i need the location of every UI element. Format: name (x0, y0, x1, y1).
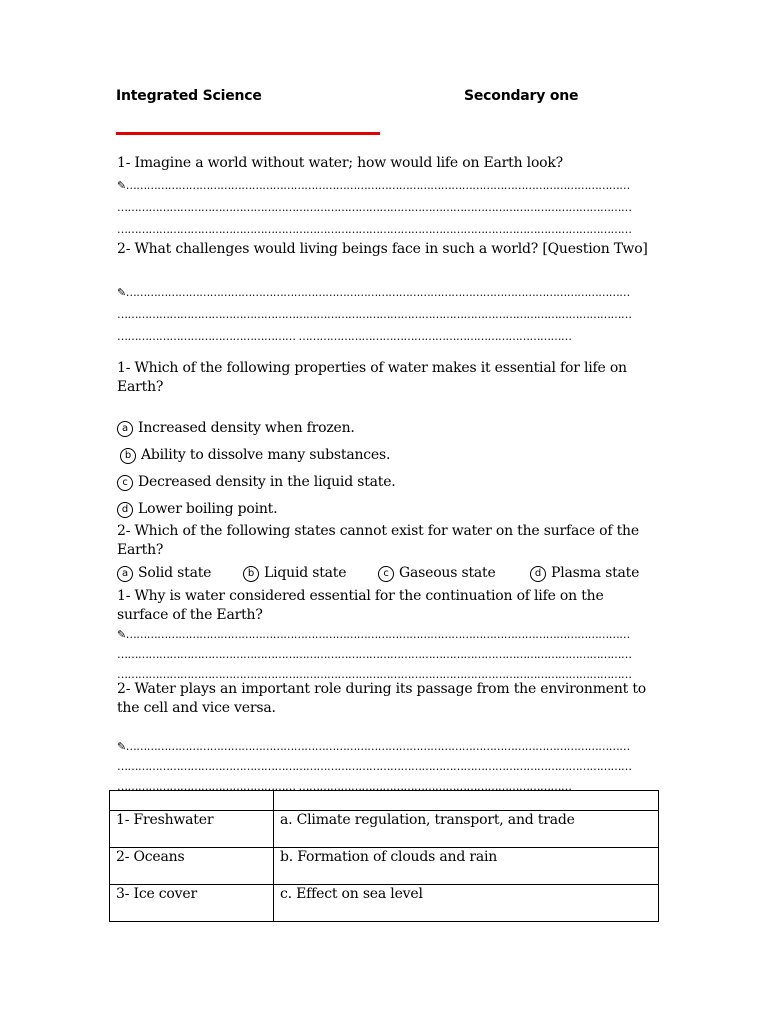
option-text: Decreased density in the liquid state. (138, 474, 396, 490)
red-divider (116, 132, 380, 135)
table-cell-left: 1- Freshwater (110, 811, 274, 848)
table-cell-right: c. Effect on sea level (274, 885, 659, 922)
table-cell-right: b. Formation of clouds and rain (274, 848, 659, 885)
option-letter-circle: a (117, 566, 133, 582)
option-b[interactable] (120, 446, 390, 465)
answer-line[interactable]: ………………………………………………………………………………………………………………………………… (117, 760, 632, 773)
matching-table (109, 790, 659, 922)
table-header-row (110, 791, 659, 811)
answer-line[interactable]: ………………………………………………………………………………………………………………………………… (117, 201, 632, 214)
option-c[interactable] (378, 564, 496, 583)
table-cell-left: 3- Ice cover (110, 885, 274, 922)
option-text: Lower boiling point. (138, 501, 278, 517)
table-header-cell (110, 791, 274, 811)
option-text: Increased density when frozen. (138, 420, 355, 436)
answer-line[interactable]: ………………………………………………………………………………………………………………………………… (117, 223, 632, 236)
answer-line[interactable]: …………………………………………… …………………………………………………………………… (117, 330, 572, 343)
option-a[interactable] (117, 419, 355, 438)
table-row (110, 811, 659, 848)
option-letter-circle: a (117, 421, 133, 437)
option-text: Plasma state (551, 565, 640, 581)
pencil-icon: ✎ (117, 286, 126, 299)
option-text: Liquid state (264, 565, 347, 581)
s2-question-2: 2- Which of the following states cannot exist for water on the surface of the Earth? (117, 523, 639, 558)
pencil-icon: ✎ (117, 628, 126, 641)
option-letter-circle: c (378, 566, 394, 582)
option-d[interactable] (530, 564, 639, 583)
option-letter-circle: d (117, 502, 133, 518)
s1-question-2: 2- What challenges would living beings face in such a world? [Question Two] (117, 241, 648, 257)
option-text: Gaseous state (399, 565, 496, 581)
option-text: Ability to dissolve many substances. (141, 447, 391, 463)
subject-title: Integrated Science (116, 88, 262, 104)
s1-question-1: 1- Imagine a world without water; how would life on Earth look? (117, 155, 563, 171)
answer-line[interactable]: ✎……………………………………………………………………………………………………………………………… (117, 179, 630, 192)
answer-line[interactable]: ………………………………………………………………………………………………………………………………… (117, 668, 632, 681)
pencil-icon: ✎ (117, 179, 126, 192)
table-header-cell (274, 791, 659, 811)
answer-line[interactable]: ………………………………………………………………………………………………………………………………… (117, 308, 632, 321)
grade-level: Secondary one (464, 88, 579, 104)
option-text: Solid state (138, 565, 212, 581)
answer-line[interactable]: ………………………………………………………………………………………………………………………………… (117, 648, 632, 661)
option-letter-circle: c (117, 475, 133, 491)
table-cell-left: 2- Oceans (110, 848, 274, 885)
table-cell-right: a. Climate regulation, transport, and trade (274, 811, 659, 848)
option-c[interactable] (117, 473, 396, 492)
option-letter-circle: d (530, 566, 546, 582)
s3-question-1: 1- Why is water considered essential for the continuation of life on the surface of the Earth? (117, 588, 604, 623)
option-d[interactable] (117, 500, 277, 519)
option-letter-circle: b (243, 566, 259, 582)
option-letter-circle: b (120, 448, 136, 464)
option-a[interactable] (117, 564, 211, 583)
s3-question-2: 2- Water plays an important role during its passage from the environment to the cell and vice versa. (117, 681, 647, 716)
table-row (110, 848, 659, 885)
pencil-icon: ✎ (117, 740, 126, 753)
answer-line[interactable]: …………………………………………… …………………………………………………………………… (117, 780, 572, 793)
table-row (110, 885, 659, 922)
answer-line[interactable]: ✎……………………………………………………………………………………………………………………………… (117, 286, 630, 299)
answer-line[interactable]: ✎……………………………………………………………………………………………………………………………… (117, 628, 630, 641)
option-b[interactable] (243, 564, 346, 583)
answer-line[interactable]: ✎……………………………………………………………………………………………………………………………… (117, 740, 630, 753)
s2-question-1: 1- Which of the following properties of water makes it essential for life on Earth? (117, 360, 627, 395)
